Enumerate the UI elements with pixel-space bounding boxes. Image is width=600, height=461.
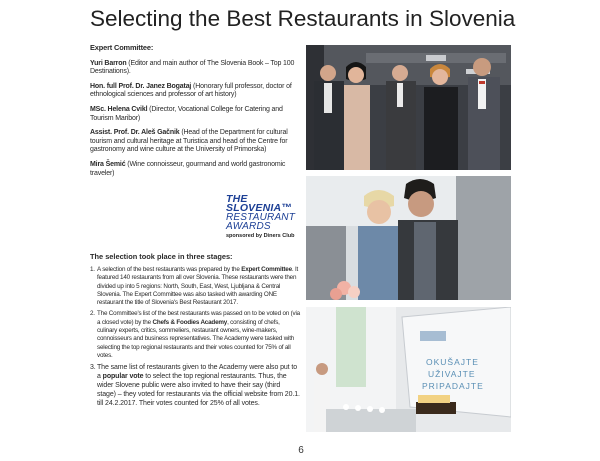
stage-item — [90, 266, 300, 307]
committee-member — [90, 83, 296, 100]
stage-text — [97, 266, 300, 307]
stage-text-post: to select the top regional restaurants. Thus, the wider Slovene public were also invited to have their say (third stage) – they voted for restaurants via the official website from 20.1. till 24.2.2017. Their votes counted for 25% of all votes. — [97, 373, 300, 408]
photo-duo-with-flowers — [306, 176, 511, 300]
stage-text-bold: Expert Committee — [241, 266, 292, 273]
member-desc: (Honorary full professor, doctor of ethnological sciences and professor of art history) — [90, 82, 292, 99]
photo-committee-group-image — [306, 45, 511, 170]
member-desc: (Director, Vocational College for Catering and Tourism Maribor) — [90, 105, 283, 122]
stage-item — [90, 363, 300, 408]
stage-number: 2. — [90, 310, 95, 318]
member-desc: (Wine connoisseur, gourmand and world gastronomic traveler) — [90, 160, 286, 177]
member-name: Mira Šemić — [90, 160, 126, 168]
member-name: Assist. Prof. Dr. Aleš Gačnik — [90, 129, 180, 137]
stage-text-post: , consisting of chefs, culinary experts, critics, sommeliers, restaurant owners, wine-makers, connoisseurs and business representatives. The Academy were tasked with selecting the top regional restaurants and their votes counted for 75% of all votes. — [97, 318, 295, 359]
logo-line-restaurant: RESTAURANT — [226, 212, 296, 223]
stage-number: 3. — [90, 364, 96, 372]
committee-member — [90, 106, 296, 123]
stage-text-bold: popular vote — [102, 373, 144, 381]
photo-food-presentation-image — [306, 307, 511, 432]
photo-duo-with-flowers-image — [306, 176, 511, 300]
committee-heading: Expert Committee: — [90, 43, 154, 52]
committee-member — [90, 161, 296, 178]
member-name: MSc. Helena Cvikl — [90, 105, 148, 113]
expert-committee — [90, 44, 296, 184]
sign-text-line1: OKUŠAJTE — [426, 357, 479, 367]
stages-list — [90, 266, 300, 411]
stage-text-post: . It featured 140 restaurants from all over Slovenia. These restaurants were then divided up into 5 regions: North, South, East, West, Ljubljana & Central Slovenia. The Expert Committee was also tasked with awarding ONE restaurant the title of Slovenia's Best Restaurant 2017. — [97, 266, 299, 307]
member-name: Yuri Barron — [90, 59, 127, 67]
member-name: Hon. full Prof. Dr. Janez Bogataj — [90, 82, 192, 90]
logo-line-slovenia: SLOVENIA™ — [226, 202, 292, 214]
stage-number: 1. — [90, 266, 95, 273]
logo-line-the: THE — [226, 193, 248, 205]
logo-line-awards: AWARDS — [226, 221, 271, 232]
stage-text-bold: Chefs & Foodies Academy — [152, 318, 228, 326]
stage-item — [90, 310, 300, 360]
logo-sponsor: sponsored by Diners Club — [226, 233, 295, 239]
restaurant-awards-logo — [226, 195, 300, 239]
member-desc: (Head of the Department for cultural tourism and cultural heritage at Turistica and head of the Centre for gastronomy and wine culture at the University of Primorska) — [90, 129, 288, 154]
stage-text — [97, 310, 300, 360]
stage-text-pre: A selection of the best restaurants was prepared by the — [97, 266, 242, 273]
sign-text-line2: UŽIVAJTE — [428, 369, 476, 379]
member-desc: (Editor and main author of The Slovenia Book – Top 100 Destinations). — [90, 59, 295, 76]
stage-text — [97, 363, 300, 408]
sign-text-line3: PRIPADAJTE — [422, 381, 484, 391]
stage-text-pre: The same list of restaurants given to the Academy were also put to a — [97, 364, 298, 381]
photo-food-presentation — [306, 307, 511, 432]
photo-committee-group — [306, 45, 511, 170]
stages-heading: The selection took place in three stages: — [90, 252, 233, 261]
page-title: Selecting the Best Restaurants in Slovenia — [90, 6, 516, 31]
page-number: 6 — [298, 445, 304, 456]
committee-member — [90, 60, 296, 77]
committee-member — [90, 129, 296, 155]
stage-text-pre: The Committee's list of the best restaurants was passed on to be voted on (via a closed vote) by the — [97, 310, 300, 326]
